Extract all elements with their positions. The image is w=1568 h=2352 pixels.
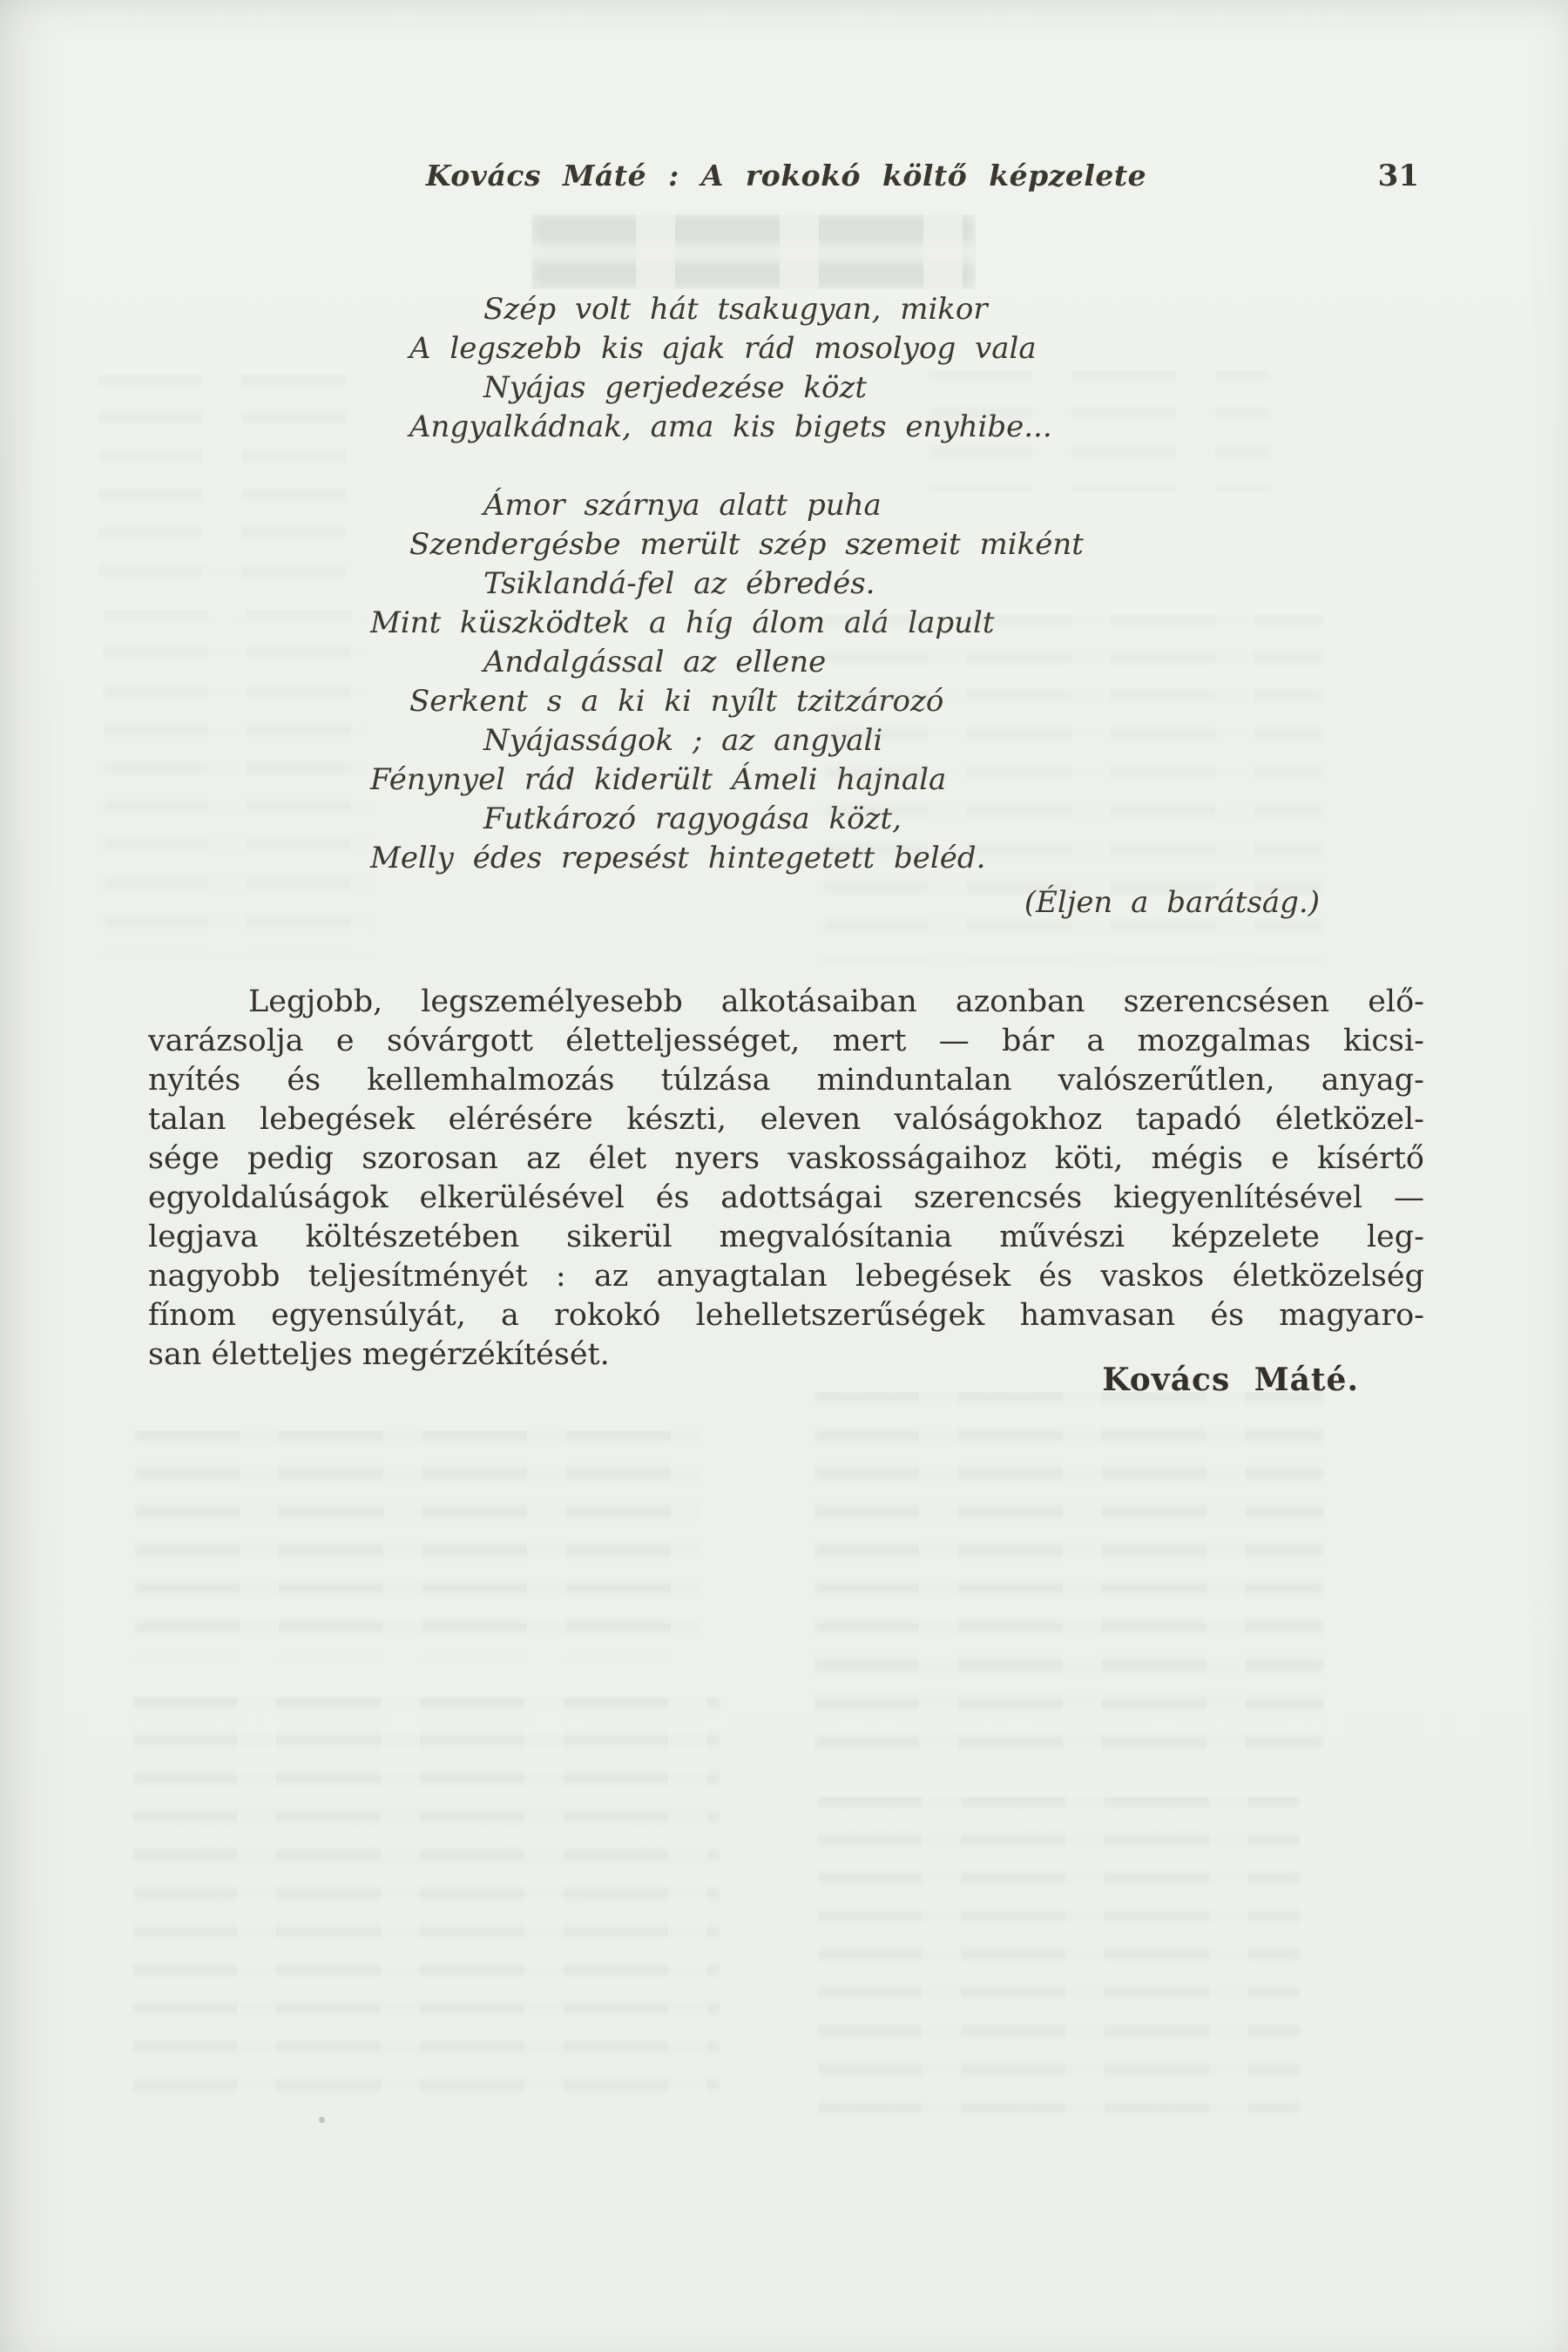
poem-line: Mint küszködtek a híg álom alá lapult: [370, 605, 995, 640]
bleedthrough-ghost-text: [814, 1392, 1324, 1767]
running-header-title: Kovács Máté : A rokokó költő képzelete: [425, 159, 1147, 193]
poem: [370, 290, 1206, 878]
paragraph-line: varázsolja e sóvárgott életteljességet, mert — bár a mozgalmas kicsi-: [148, 1024, 1424, 1058]
poem-stanza-2: [370, 486, 1206, 878]
paragraph-line: egyoldalúságok elkerülésével és adottságai szerencsés kiegyenlítésével —: [148, 1180, 1424, 1215]
poem-line: Szép volt hát tsakugyan, mikor: [483, 292, 988, 327]
poem-line: Angyalkádnak, ama kis bigets enyhibe...: [409, 409, 1052, 444]
poem-line: Nyájas gerjedezése közt: [483, 370, 868, 405]
poem-line: A legszebb kis ajak rád mosolyog vala: [409, 331, 1037, 366]
paragraph-line: sége pedig szorosan az élet nyers vaskosságaihoz köti, mégis e kísértő: [148, 1141, 1424, 1176]
running-header: [148, 159, 1424, 199]
bleedthrough-ghost-text: [132, 1697, 720, 2119]
poem-line: Tsiklandá-fel az ébredés.: [483, 566, 875, 601]
paragraph-line: san életteljes megérzékítését.: [148, 1337, 610, 1372]
bleedthrough-ghost-text: [135, 1430, 701, 1661]
poem-line: Andalgással az ellene: [483, 645, 827, 679]
poem-line: Futkározó ragyogása közt,: [483, 801, 902, 836]
paragraph-line: nyítés és kellemhalmozás túlzása minduntalan valószerűtlen, anyag-: [148, 1063, 1424, 1098]
page-number: 31: [1377, 159, 1419, 193]
poem-line: Ámor szárnya alatt puha: [483, 488, 882, 523]
paragraph-line: Legjobb, legszemélyesebb alkotásaiban azonban szerencsésen elő-: [248, 984, 1424, 1019]
bleedthrough-ghost-text: [817, 1796, 1301, 2132]
paper-speck: [319, 2117, 325, 2123]
paragraph-line: nagyobb teljesítményét : az anyagtalan lebegések és vaskos életközelség: [148, 1259, 1424, 1294]
author-signature: Kovács Máté.: [1102, 1362, 1359, 1398]
poem-line: Melly édes repesést hintegetett beléd.: [370, 841, 986, 875]
poem-line: Serkent s a ki ki nyílt tzitzározó: [409, 684, 944, 719]
paragraph-line: fínom egyensúlyát, a rokokó lehelletszerűségek hamvasan és magyaro-: [148, 1298, 1424, 1333]
poem-attribution: (Éljen a barátság.): [1024, 885, 1320, 920]
bleedthrough-ghost-title: [531, 214, 976, 289]
bleedthrough-ghost-text: [98, 375, 359, 584]
paragraph-line: legjava költészetében sikerül megvalósítania művészi képzelete leg-: [148, 1220, 1424, 1254]
poem-stanza-1: [370, 290, 1206, 447]
poem-line: Nyájasságok ; az angyali: [483, 723, 883, 758]
body-paragraph: [148, 983, 1424, 1375]
poem-line: Fénynyel rád kiderült Ámeli hajnala: [370, 762, 947, 797]
paragraph-line: talan lebegések elérésére készti, eleven valóságokhoz tapadó életközel-: [148, 1102, 1424, 1137]
poem-line: Szendergésbe merült szép szemeit miként: [409, 527, 1084, 562]
